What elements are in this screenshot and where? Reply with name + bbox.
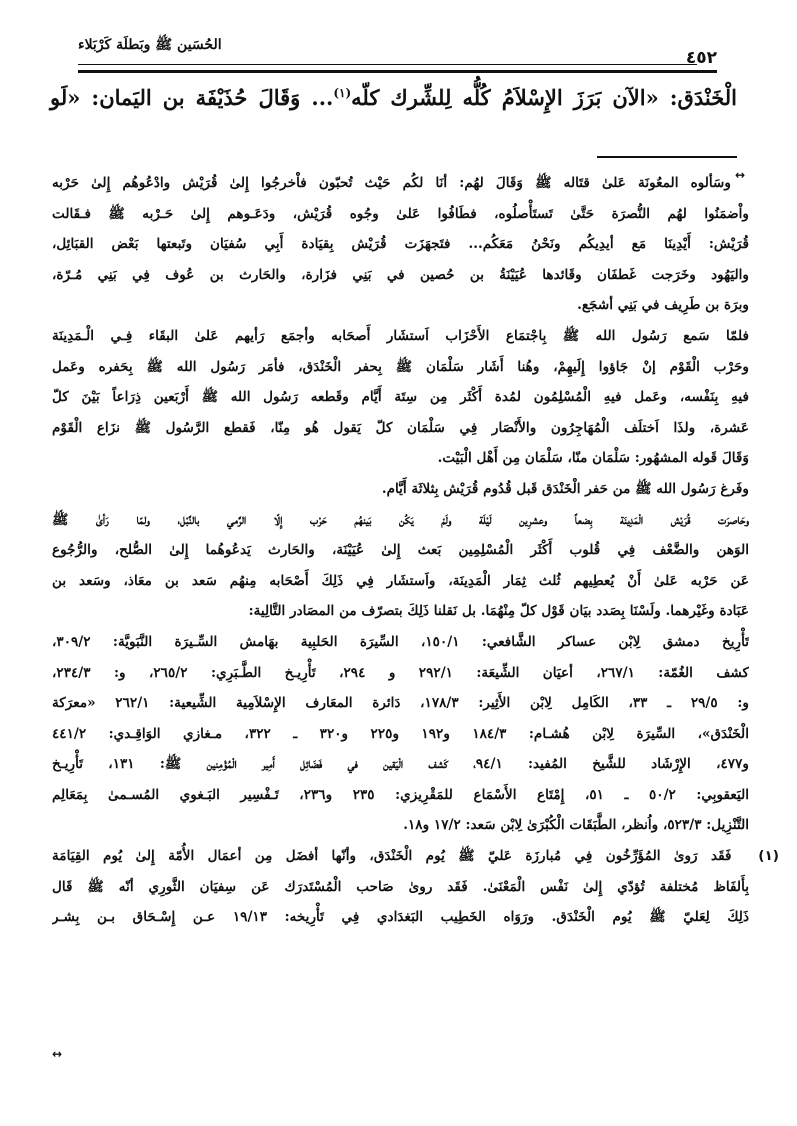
main-text-end: ... وَقَالَ حُذَيْفَة بن اليَمان: «لَو bbox=[50, 85, 334, 110]
source-citation-line: تَأْرِيخ دمشق لِابْن عساكر الشَّافعي: ١٥٠/١، السِّيرَة الحَلبِية بهَامش السِّـيرَة النَّبَويَّة: ٣٠٩/٢، bbox=[52, 633, 749, 650]
page-number: ٤٥٢ bbox=[685, 48, 717, 68]
footnote-line: واليَهُود وخَرَجت غَطفَان وقَائدها عُيَيْنَةُ بن حُصين في بَنِي فزَارة، والحَارث بن عُوف فِي بَنِي مُـرّة، bbox=[52, 266, 749, 283]
footnote-line: وبرَة بن طَرِيف في بَنِي أشجَع. bbox=[577, 297, 749, 314]
main-text-start: الْخَنْدَق: «الآن بَرَزَ الإِسْلاَمُ كُلُّه لِلشِّرك كلّه bbox=[351, 85, 737, 110]
continuation-arrow-icon: ↔ bbox=[734, 168, 745, 182]
footnote-reference[interactable]: (١) bbox=[333, 86, 352, 100]
footnote-1-line: ذَلِكَ لِعَليّ ﷺ يُوم الْخَنْدَق. ورَوَاه الخَطِيب البَغدَادي فِي تَأْرِيخه: ١٩/١٣ عـن إِسْـحَاق بـن بِشـر bbox=[52, 909, 749, 926]
footnote-number: (١) bbox=[758, 848, 779, 865]
footnote-line: فلمّا سَمع رَسُول الله ﷺ بِاجْتمَاع الأَحْزَاب اَستشَار أَصحَابه وأجمَع رَأيهم عَلىٰ البقَاء فِـي الْـمَدِينَة bbox=[52, 327, 749, 344]
continuation-arrow-icon: ↔ bbox=[52, 1047, 63, 1061]
main-text-line bbox=[50, 85, 737, 110]
source-citation-line: و٤٧٧، الإِرْشَاد للشَّيخ المُفيد: ٩٤/١، كَشف الْيَقين في فَضَائِل أَمِير الْمُؤْمِنين ﷺ: ١٣١، تَأْرِيـخ bbox=[52, 756, 749, 773]
footnote-1-line bbox=[52, 841, 779, 872]
source-citation-line: الْخَنْدَق»، السِّيرَة لِابْن هُشـام: ١٨٤/٣ و١٩٢ و٢٢٥ و٣٢٠ ـ ٣٢٢، مـغازي الوَاقِـدي: ٤٤١/٢ bbox=[52, 725, 749, 742]
running-header: الحُسَين ﷺ وبَطلَة كَرْبَلاء bbox=[78, 37, 222, 53]
footnote-line: وحَرْب الْقَوْم إنْ جَاؤوا إِلَيهِمْ، وهُنا أَشَار سَلْمَان ﷺ بِحفر الْخَنْدَق، فأمَر رَسُول الله ﷺ بِحَفره وعَمل bbox=[52, 358, 749, 375]
footnote-line: عَبَادة وغَيْرهما. ولَسْنَا بِصَدد بيَان قَوْل كلّ مِنْهُمَا. بل نَقلنا ذَلِكَ بتصرّف من المصَادر التَّالِية: bbox=[248, 603, 749, 620]
footnote-1-line: بِأَلفَاظ مُختلفة تُؤدّي إِلىٰ نَفْس الْمَعْنَىٰ. فَقَد روىٰ صَاحب الْمُسْتَدرَك عَن سِفيَان الثَّورِي أنّه ﷺ قَال bbox=[52, 878, 749, 895]
footnote-separator bbox=[597, 156, 737, 158]
source-citation-line: و: ٢٩/٥ ـ ٣٣، الكَامِل لِابْن الأَثِير: ١٧٨/٣، دَائرة المعَارف الإِسْلاَمِية الشِّيعية: ٢٦٢/١ «معرَكة bbox=[52, 695, 749, 712]
footnote-line: وفَرغ رَسُول الله ﷺ من حَفر الْخَنْدَق قَبل قُدُوم قُرَيْش بِثلاثَة أَيَّام. bbox=[381, 480, 749, 497]
footnote-line: وحَاصرَت قُرَيْش الْمَدِينَة بِضعاً وعشرِين لَيْلَة ولَمْ يَكُن بَينهُم حَرْب إِلّا الرَّمي بالنَّبْل، ولمّا رَأىٰ ﷺ bbox=[52, 511, 749, 528]
footnote-1-text: فَقَد رَوىٰ المُؤَرِّخُون فِي مُبارزَة عَليّ ﷺ يُوم الْخَنْدَق، وأنّها أفضَل مِن أعمَال الأُمّة إِلىٰ يُوم القِيَامَة bbox=[52, 848, 732, 865]
source-citation-line: التَّنْزِيل: ٥٢٣/٣، واُنظر، الطَّبَقَات الْكُبْرَىٰ لِابْن سَعد: ١٧/٢ و١٨. bbox=[403, 817, 749, 834]
footnote-line: الوَهن والضَّعْف فِي قُلوب أَكْثَر الْمُسْلِمِين بَعث إِلىٰ عُيَيْنَة، والحَارث يَدعُوهُما إِلىٰ الصُّلح، والرُّجُوع bbox=[52, 542, 749, 559]
header-rule-thick bbox=[78, 70, 717, 73]
source-citation-line: كشف الغُمّة: ٢٦٧/١، أعيَان الشِّيعَة: ٢٩٢/١ و ٢٩٤، تَأْرِيـخ الطَّـبَرِي: ٢٦٥/٢، و: ٢٣٤/٣، bbox=[52, 664, 749, 681]
footnote-line: واْضمَنُوا لهُم النُّصرَة حَتَّىٰ تَستَأْصلُوه، فطَافُوا عَلىٰ وجُوه قُرَيْش، ودَعَـوهم إِلىٰ حَـرْبه ﷺ فـقَالت bbox=[52, 205, 749, 222]
footnote-line: وسَألوه المعُونَة عَلىٰ قتَاله ﷺ وَقَالَ لهُم: أنَا لكُم حَيْث تُحبّون فاْخرجُوا إِلىٰ قُرَيْش وادْعُوهُم إِلىٰ حَرْبه bbox=[52, 175, 731, 191]
footnote-line: عَشرة، ولذَا اَختلَف الْمُهَاجِرُون والأَنْصَار فِي سَلْمَان كلّ يَقول هُو مِنّا، فَقطع الرَّسُول ﷺ نزَاع الْقَوْم bbox=[52, 419, 749, 436]
footnote-line: فيهِ بِنَفْسه، وعَمل فيهِ الْمُسْلِمُون لمُدة أَكْثَر مِن سِتَة أَيَّام وقَطعه رَسُول الله ﷺ أَرْبَعين ذِرَاعاً بَيْنَ كلّ bbox=[52, 389, 749, 406]
header-rule-thin bbox=[78, 64, 697, 65]
footnote-line: عَن حَرْبه عَلىٰ أَنْ يُعطِيهم ثُلث ثِمَار الْمَدِينَة، واَستشَار فِي ذَلِكَ أَصْحَابه مِنهُم سَعد بن معَاذ، وسَعد بن bbox=[52, 572, 749, 589]
source-citation-line: اليَعقوبِي: ٥٠/٢ ـ ٥١، إِمْتَاع الأَسْمَاع للمَقْرِيزي: ٢٣٥ و٢٣٦، تَـفْسِير البَـغوي المُسـمىٰ بِمَعَالِم bbox=[52, 786, 749, 803]
footnote-line: قُرَيْش: أَيْدِينَا مَع أيدِيكُم ونَحْنُ مَعَكُم... فتَجهَزَت قُرَيْش بِقيَادة أَبِي سُفيَان وتَبعتها بَعْض القبَائِل، bbox=[52, 236, 749, 253]
footnote-line: وَقَالَ قَوله المشهُور: سَلْمَان منّا، سَلْمَان مِن أَهْل الْبَيْت. bbox=[437, 450, 749, 467]
footnotes-block bbox=[52, 168, 779, 933]
